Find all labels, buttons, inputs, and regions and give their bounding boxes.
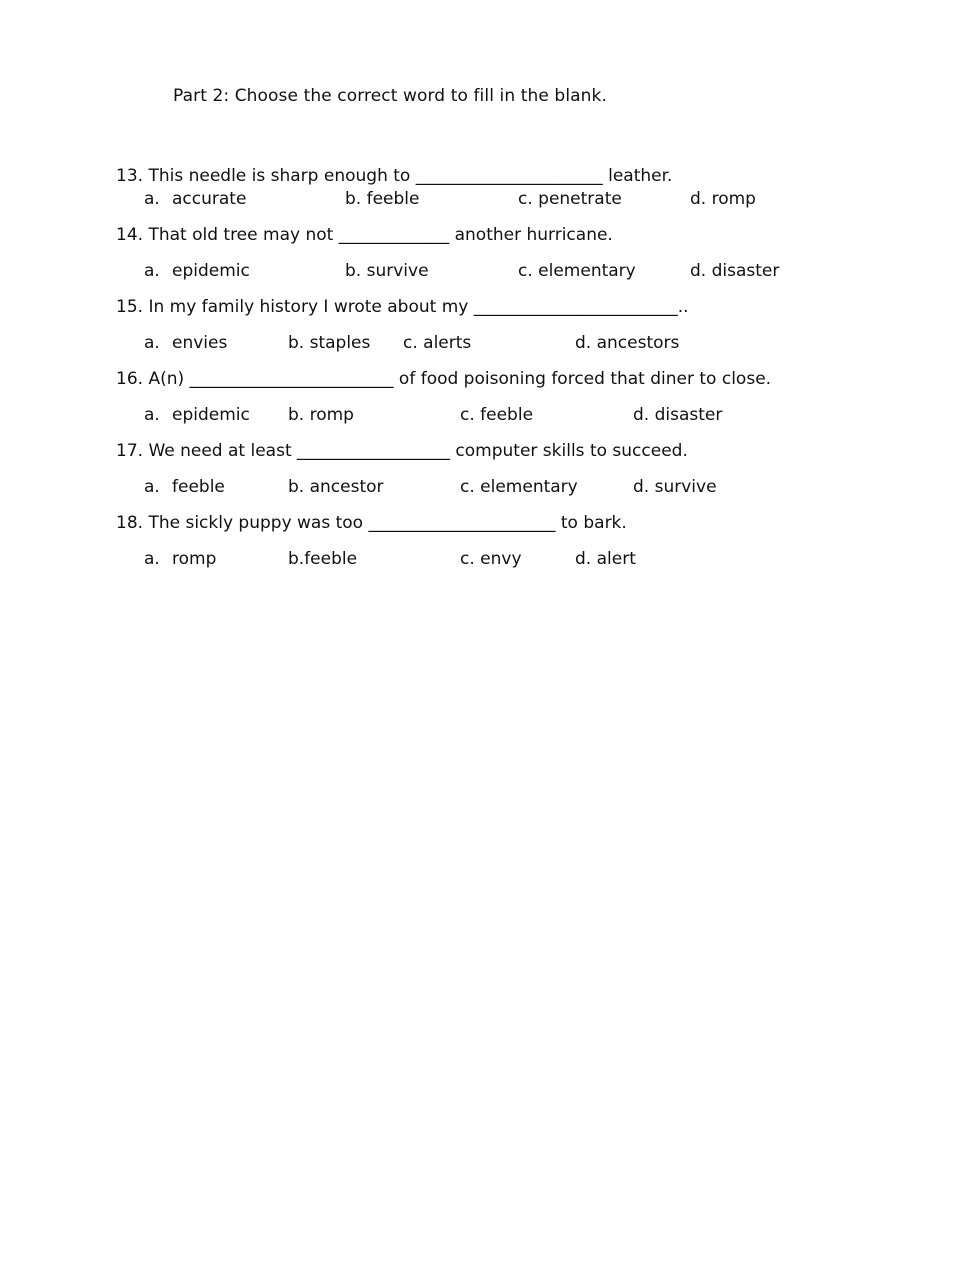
option-a [144,333,227,353]
option-word: epidemic [172,405,250,425]
option-letter: a. [144,333,160,353]
option-b: b.feeble [288,549,358,569]
option-a [144,405,250,425]
option-d: d. alert [575,549,636,569]
option-c: c. feeble [460,405,534,425]
option-word: envies [172,333,228,353]
option-d: d. disaster [633,405,723,425]
option-word: accurate [172,189,247,209]
option-d: d. survive [633,477,717,497]
option-d: d. ancestors [575,333,680,353]
option-c: c. penetrate [518,189,622,209]
option-c: c. elementary [518,261,636,281]
option-a [144,477,225,497]
option-b: b. ancestor [288,477,384,497]
option-b: b. staples [288,333,371,353]
option-b: b. survive [345,261,429,281]
option-letter: a. [144,261,160,281]
option-d: d. disaster [690,261,780,281]
question-14: 14. That old tree may not _____________ another hurricane. [116,225,613,245]
option-c: c. alerts [403,333,472,353]
option-letter: a. [144,477,160,497]
option-d: d. romp [690,189,756,209]
question-17: 17. We need at least __________________ computer skills to succeed. [116,441,688,461]
option-b: b. feeble [345,189,420,209]
question-15: 15. In my family history I wrote about my ________________________.. [116,297,689,317]
option-word: epidemic [172,261,250,281]
option-word: romp [172,549,217,569]
option-c: c. elementary [460,477,578,497]
option-word: feeble [172,477,225,497]
option-a [144,189,246,209]
option-letter: a. [144,549,160,569]
question-18: 18. The sickly puppy was too ______________________ to bark. [116,513,627,533]
option-letter: a. [144,405,160,425]
option-a [144,549,216,569]
option-a [144,261,250,281]
question-16: 16. A(n) ________________________ of food poisoning forced that diner to close. [116,369,772,389]
part-instruction: Part 2: Choose the correct word to fill in the blank. [173,86,607,106]
option-b: b. romp [288,405,354,425]
option-letter: a. [144,189,160,209]
option-c: c. envy [460,549,522,569]
question-13: 13. This needle is sharp enough to ______________________ leather. [116,166,673,186]
